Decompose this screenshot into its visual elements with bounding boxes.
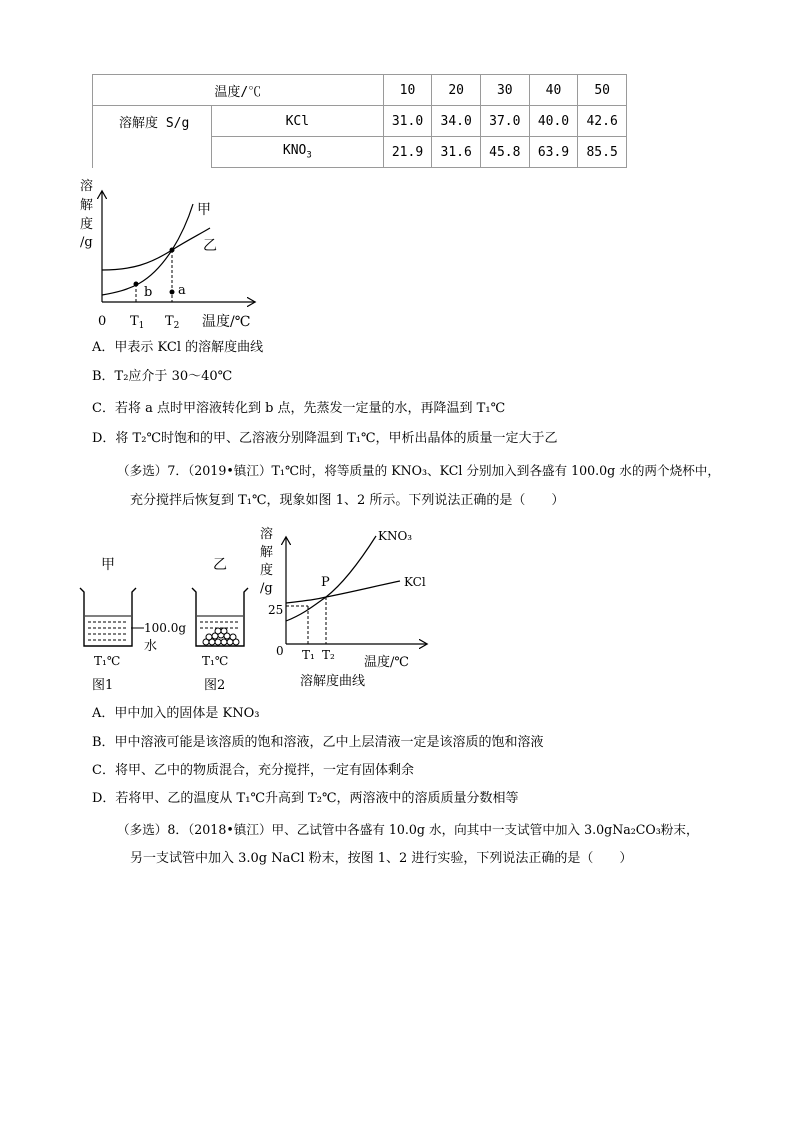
y-label-2: 解 [80, 198, 94, 213]
x-axis-label: 温度/℃ [364, 655, 409, 670]
value-cell: 42.6 [578, 106, 627, 137]
value-cell: 45.8 [480, 137, 529, 168]
point-p-label: P [321, 575, 330, 590]
q7-option-b: B．甲中溶液可能是该溶质的饱和溶液，乙中上层清液一定是该溶质的饱和溶液 [92, 735, 544, 750]
temp-cell: 40 [529, 75, 578, 106]
solubility-graph-2 [252, 520, 462, 692]
temp-cell: 30 [480, 75, 529, 106]
value-cell: 34.0 [432, 106, 481, 137]
temp-cell: 10 [383, 75, 432, 106]
t1-label: T₁ [302, 648, 315, 662]
beakers-figure [70, 552, 270, 692]
y-label-3: 度 [260, 563, 274, 578]
y-label-3: 度 [80, 217, 94, 232]
y-label-1: 溶 [80, 179, 94, 194]
q8-stem-line1: （多选）8．（2018•镇江）甲、乙试管中各盛有 10.0g 水，向其中一支试管中加入 3.0gNa₂CO₃粉末， [117, 822, 699, 837]
t1-label: $T_1$ [130, 314, 145, 331]
t2-label: T₂ [322, 648, 335, 662]
water-label: 水 [144, 639, 158, 654]
temp-cell: 50 [578, 75, 627, 106]
y-label-4: /g [80, 235, 93, 250]
solubility-table [92, 74, 627, 168]
substance-kcl: KCl [212, 106, 384, 137]
point-b-label: b [144, 285, 153, 300]
point-a [170, 290, 175, 295]
table-row-kcl [93, 106, 627, 137]
q8-stem-line2: 另一支试管中加入 3.0g NaCl 粉末，按图 1、2 进行实验，下列说法正确的是（ ） [130, 851, 633, 866]
y-label-2: 解 [260, 545, 274, 560]
q6-option-c: C．若将 a 点时甲溶液转化到 b 点，先蒸发一定量的水，再降温到 T₁℃ [92, 401, 506, 416]
q7-option-c: C．将甲、乙中的物质混合，充分搅拌，一定有固体剩余 [92, 763, 414, 778]
label-yi: 乙 [203, 238, 217, 254]
temp-cell: 20 [432, 75, 481, 106]
undissolved-solid [203, 628, 239, 645]
origin-label: 0 [276, 644, 284, 658]
beaker-jia-label: 甲 [101, 557, 115, 573]
value-cell: 37.0 [480, 106, 529, 137]
q7-option-a: A．甲中加入的固体是 KNO₃ [92, 706, 260, 721]
value-cell: 63.9 [529, 137, 578, 168]
value-cell: 31.6 [432, 137, 481, 168]
y-label-1: 溶 [260, 527, 274, 542]
temperature-header: 温度/℃ [93, 75, 384, 106]
value-cell: 40.0 [529, 106, 578, 137]
table-header-row [93, 75, 627, 106]
curve-kno3 [286, 536, 376, 621]
x-axis-label: 温度/℃ [202, 314, 251, 330]
substance-kno3: $KNO_3$ [212, 137, 384, 168]
point-a-label: a [178, 283, 186, 298]
curve-kcl [286, 581, 400, 603]
beaker-1-liquid [85, 616, 131, 645]
label-jia: 甲 [197, 202, 211, 218]
kcl-label: KCl [404, 575, 426, 589]
point-b [134, 282, 139, 287]
value-cell: 31.0 [383, 106, 432, 137]
q7-option-d: D．若将甲、乙的温度从 T₁℃升高到 T₂℃，两溶液中的溶质质量分数相等 [92, 791, 519, 806]
q7-stem-line2: 充分搅拌后恢复到 T₁℃，现象如图 1、2 所示。下列说法正确的是（ ） [130, 493, 565, 508]
water-mass-label: 100.0g [144, 621, 187, 635]
value-cell: 85.5 [578, 137, 627, 168]
fig1-label: 图1 [92, 678, 114, 692]
kno3-label: KNO₃ [378, 529, 413, 543]
intersection-point [170, 248, 175, 253]
q6-option-b: B．T₂应介于 30～40℃ [92, 369, 233, 384]
origin-label: 0 [98, 314, 107, 329]
curve-jia [102, 204, 193, 295]
beaker-yi-label: 乙 [213, 557, 227, 573]
graph-caption: 溶解度曲线 [300, 674, 366, 689]
curve-yi [102, 228, 210, 270]
y-label-4: /g [260, 581, 273, 596]
beaker-1-temp: T₁℃ [94, 654, 121, 668]
y-tick-25: 25 [268, 603, 284, 617]
beaker-2-temp: T₁℃ [202, 654, 229, 668]
fig2-label: 图2 [204, 678, 226, 692]
solubility-group-label: 溶解度 S/g [93, 106, 212, 168]
q6-option-a: A．甲表示 KCl 的溶解度曲线 [92, 340, 264, 355]
value-cell: 21.9 [383, 137, 432, 168]
t2-label: $T_2$ [165, 314, 180, 331]
q7-stem-line1: （多选）7．（2019•镇江）T₁℃时，将等质量的 KNO₃、KCl 分别加入到各盛有 100.0g 水的两个烧杯中， [117, 463, 720, 478]
q6-option-d: D．将 T₂℃时饱和的甲、乙溶液分别降温到 T₁℃，甲析出晶体的质量一定大于乙 [92, 431, 558, 446]
solubility-graph-1 [70, 172, 270, 332]
